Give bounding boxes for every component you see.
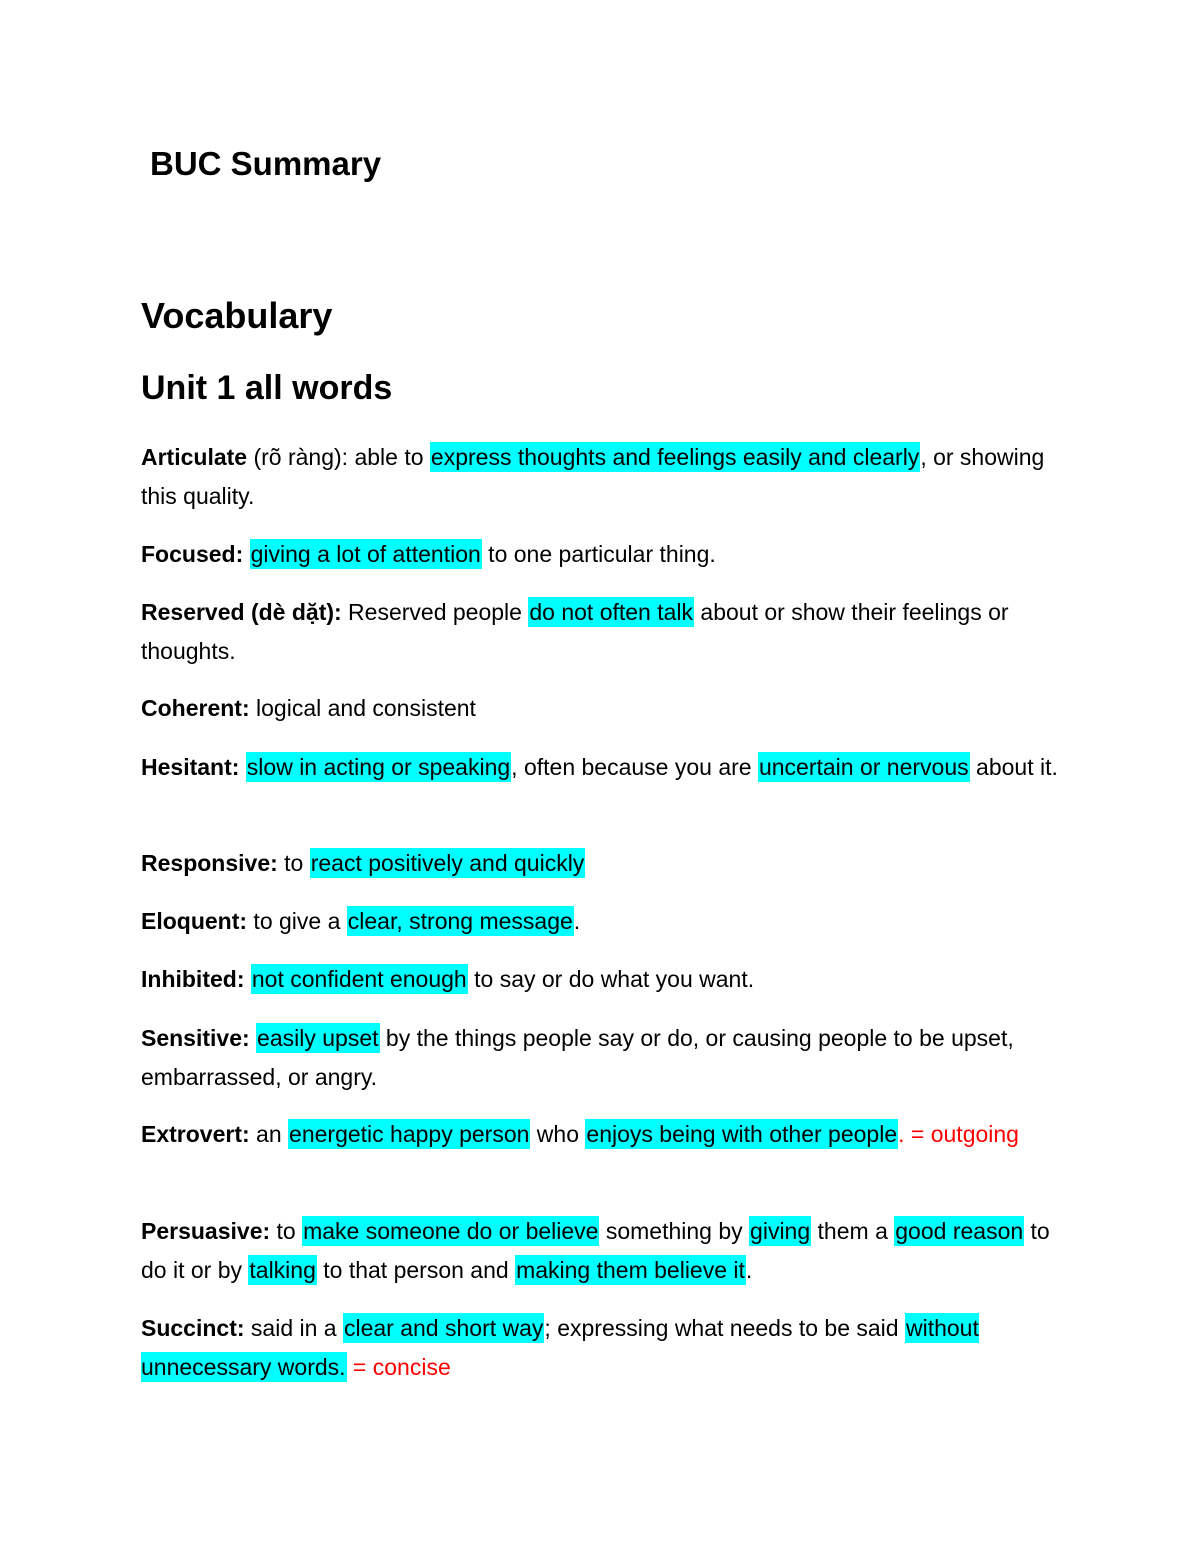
definition-text: [239, 754, 245, 780]
highlighted-text: slow in acting or speaking: [246, 754, 511, 780]
definition-text: by the things people say or do, or causing people to be upset, embarrassed, or angry.: [141, 1025, 1014, 1090]
definition-text: .: [573, 908, 581, 934]
vocab-entry: [141, 535, 1071, 574]
definition-text: (rõ ràng): able to: [247, 444, 430, 470]
highlighted-text: giving: [750, 1218, 811, 1244]
definition-text: to: [270, 1218, 303, 1244]
vocab-entry: [141, 1019, 1071, 1096]
vocab-term: Sensitive:: [141, 1025, 250, 1051]
definition-text: to that person and: [316, 1256, 516, 1283]
vocab-term: Inhibited:: [141, 966, 245, 992]
highlighted-text: react positively and quickly: [310, 850, 585, 876]
highlighted-text: make someone do or believe: [303, 1218, 599, 1244]
vocab-entry: [141, 844, 1071, 883]
highlighted-text: good reason: [895, 1218, 1024, 1244]
definition-text: , or showing this quality.: [141, 444, 1045, 509]
definition-text: Reserved people: [341, 599, 529, 625]
definition-text: to say or do what you want.: [467, 966, 755, 992]
highlighted-text: easily upset: [257, 1025, 379, 1051]
section-heading: Vocabulary: [141, 295, 333, 336]
synonym-note: = concise: [346, 1353, 451, 1380]
highlighted-text: clear and short way: [343, 1315, 544, 1341]
document-title: BUC Summary: [150, 145, 382, 182]
highlighted-text: do not often talk: [529, 599, 694, 625]
vocab-term: Reserved (dè dặt):: [141, 599, 342, 625]
vocab-entry: [141, 1309, 1071, 1386]
definition-text: ; expressing what needs to be said: [544, 1315, 905, 1341]
vocab-term: Persuasive:: [141, 1218, 271, 1244]
highlighted-text: energetic happy person: [289, 1121, 530, 1147]
vocab-entry: [141, 689, 1071, 728]
vocab-term: Coherent:: [141, 695, 250, 721]
highlighted-text: making them believe it: [516, 1256, 745, 1283]
definition-text: them a: [811, 1218, 895, 1244]
definition-text: to one particular thing.: [481, 541, 716, 567]
vocab-term: Hesitant:: [141, 754, 240, 780]
synonym-note: . = outgoing: [898, 1121, 1019, 1147]
definition-text: [244, 966, 250, 992]
vocab-entry: [141, 902, 1071, 941]
vocab-entry: [141, 960, 1071, 999]
definition-text: to give a: [247, 908, 347, 934]
definition-text: to: [277, 850, 310, 876]
definition-text: about or show their feelings or thoughts.: [141, 599, 1009, 664]
highlighted-text: uncertain or nervous: [758, 754, 969, 780]
definition-text: said in a: [244, 1315, 343, 1341]
definition-text: about it.: [969, 754, 1058, 780]
vocab-term: Eloquent:: [141, 908, 248, 934]
definition-text: , often because you are: [511, 754, 758, 780]
highlighted-text: talking: [249, 1256, 316, 1283]
definition-text: an: [249, 1121, 289, 1147]
vocab-entry: [141, 1212, 1071, 1289]
definition-text: something by: [599, 1218, 750, 1244]
vocab-entry: [141, 438, 1071, 515]
vocab-term: Responsive:: [141, 850, 278, 876]
vocab-term: Succinct:: [141, 1315, 245, 1341]
highlighted-text: without unnecessary words.: [141, 1315, 979, 1380]
vocab-term: Focused:: [141, 541, 244, 567]
vocab-term: Extrovert:: [141, 1121, 250, 1147]
subsection-heading: Unit 1 all words: [141, 369, 393, 407]
highlighted-text: not confident enough: [251, 966, 467, 992]
highlighted-text: clear, strong message: [347, 908, 573, 934]
vocab-term: Articulate: [141, 444, 248, 470]
highlighted-text: giving a lot of attention: [250, 541, 481, 567]
definition-text: [243, 541, 249, 567]
highlighted-text: enjoys being with other people: [586, 1121, 898, 1147]
highlighted-text: express thoughts and feelings easily and clearly: [430, 444, 920, 470]
vocab-entry: [141, 593, 1071, 670]
vocab-entry: [141, 748, 1071, 787]
vocab-entry: [141, 1115, 1071, 1154]
definition-text: to do it or by: [141, 1218, 1050, 1283]
definition-text: who: [530, 1121, 586, 1147]
definition-text: logical and consistent: [249, 695, 476, 721]
definition-text: .: [745, 1256, 753, 1283]
